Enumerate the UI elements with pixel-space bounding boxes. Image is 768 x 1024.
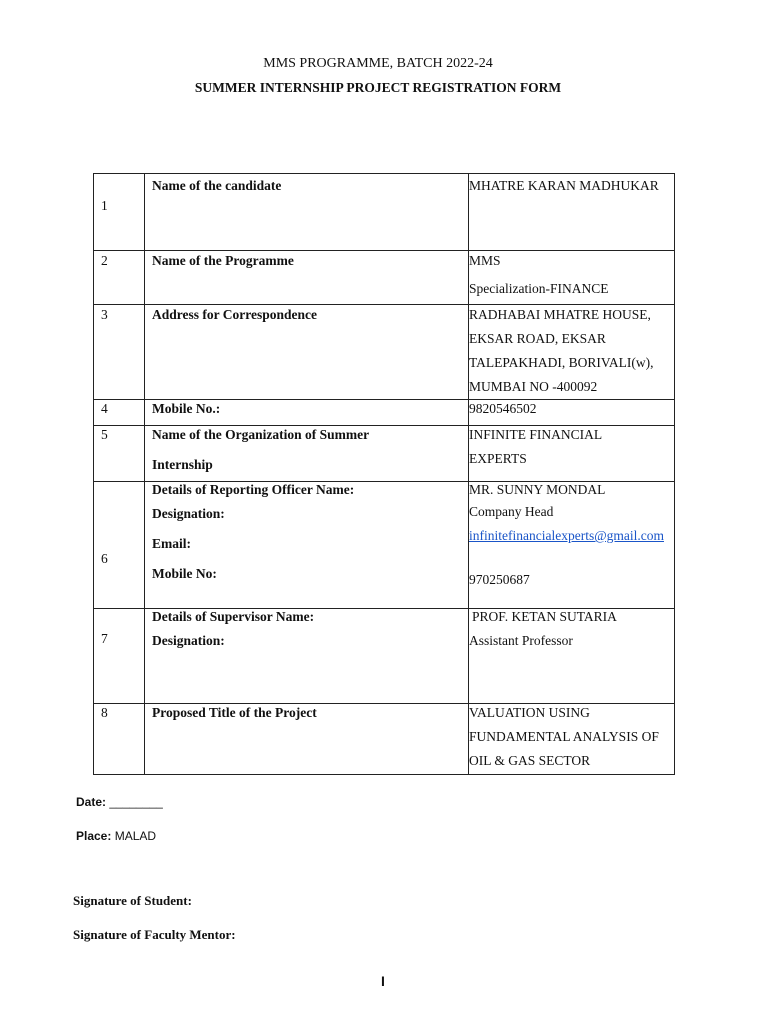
field-value: 9820546502 — [469, 400, 675, 426]
row-number: 1 — [94, 174, 145, 251]
field-value: RADHABAI MHATRE HOUSE, EKSAR ROAD, EKSAR TALEPAKHADI, BORIVALI(w), MUMBAI NO -400092 — [469, 305, 675, 400]
reporting-officer-mobile: 970250687 — [469, 572, 530, 587]
field-label: Name of the candidate — [145, 174, 469, 251]
field-label: Name of the Programme — [145, 251, 469, 305]
row-number: 5 — [94, 426, 145, 482]
row-number: 4 — [94, 400, 145, 426]
field-label: Details of Supervisor Name: Designation: — [145, 609, 469, 704]
field-label: Mobile No.: — [145, 400, 469, 426]
registration-table — [93, 173, 675, 775]
faculty-mentor-signature-label: Signature of Faculty Mentor: — [73, 927, 236, 942]
date-label: Date: — [76, 795, 107, 809]
place-line — [76, 829, 156, 843]
field-value: MHATRE KARAN MADHUKAR — [469, 174, 675, 251]
table-row — [94, 305, 675, 400]
table-row — [94, 400, 675, 426]
table-row — [94, 482, 675, 609]
date-blank: ________ — [109, 795, 163, 809]
field-value: VALUATION USING FUNDAMENTAL ANALYSIS OF OIL & GAS SECTOR — [469, 704, 675, 775]
reporting-officer-designation: Company Head — [469, 504, 554, 519]
date-line — [76, 795, 163, 809]
table-row — [94, 174, 675, 251]
student-signature-label: Signature of Student: — [73, 893, 192, 908]
row-number: 3 — [94, 305, 145, 400]
field-value: PROF. KETAN SUTARIA Assistant Professor — [469, 609, 675, 704]
field-label: Proposed Title of the Project — [145, 704, 469, 775]
page-number: I — [381, 973, 385, 989]
row-number: 6 — [94, 482, 145, 609]
place-label: Place: — [76, 829, 112, 843]
place-value: MALAD — [114, 829, 157, 843]
field-label: Details of Reporting Officer Name: Designation: Email: Mobile No: — [145, 482, 469, 609]
field-value: INFINITE FINANCIAL EXPERTS — [469, 426, 675, 482]
table-row — [94, 426, 675, 482]
field-value — [469, 482, 675, 609]
programme-batch-heading: MMS PROGRAMME, BATCH 2022-24 — [263, 56, 493, 71]
row-number: 2 — [94, 251, 145, 305]
field-label: Address for Correspondence — [145, 305, 469, 400]
field-value: MMS Specialization-FINANCE — [469, 251, 675, 305]
form-title: SUMMER INTERNSHIP PROJECT REGISTRATION FORM — [194, 80, 562, 95]
table-row — [94, 704, 675, 775]
table-row — [94, 609, 675, 704]
table-row — [94, 251, 675, 305]
row-number: 7 — [94, 609, 145, 704]
reporting-officer-name: MR. SUNNY MONDAL — [469, 482, 606, 497]
email-link[interactable]: infinitefinancialexperts@gmail.com — [469, 528, 664, 543]
field-label: Name of the Organization of Summer Internship — [145, 426, 469, 482]
row-number: 8 — [94, 704, 145, 775]
